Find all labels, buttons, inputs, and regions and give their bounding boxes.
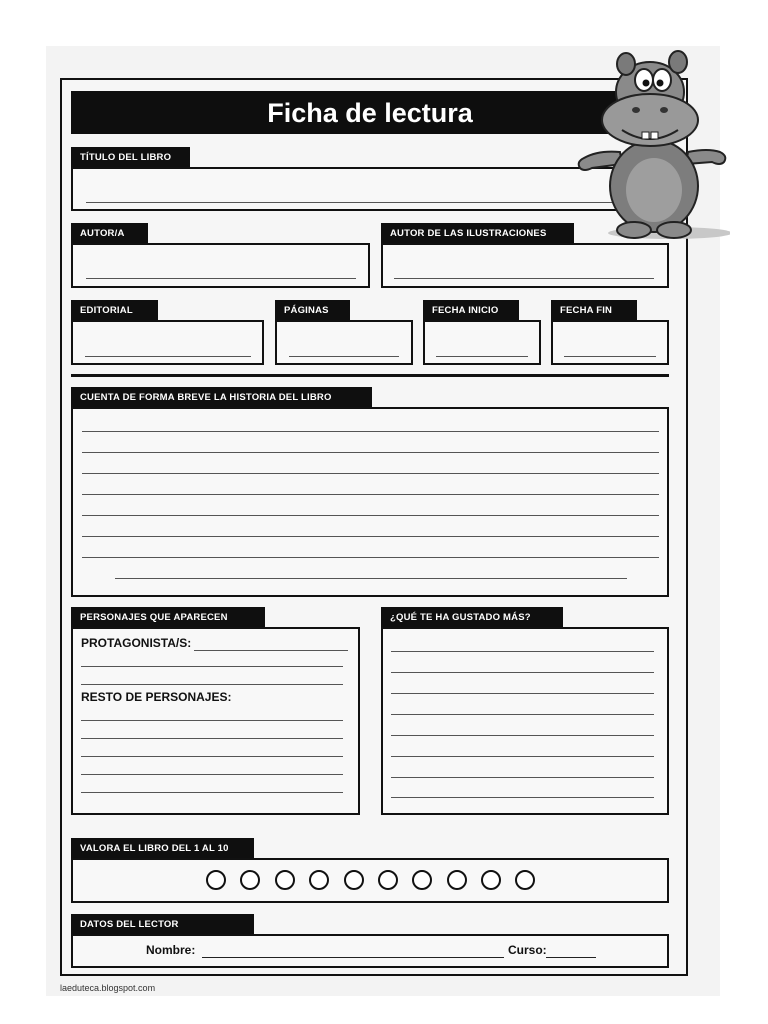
rating-circle-1[interactable] <box>206 870 226 890</box>
paginas-box[interactable] <box>275 320 413 365</box>
protagonista-label: PROTAGONISTA/S: <box>81 636 192 650</box>
historia-line <box>82 452 659 453</box>
curso-field[interactable] <box>546 957 596 958</box>
rating-circle-3[interactable] <box>275 870 295 890</box>
fecha-fin-line <box>564 356 656 357</box>
nombre-label: Nombre: <box>146 943 196 957</box>
autor-tab: AUTOR/A <box>71 223 148 244</box>
valora-tab: VALORA EL LIBRO DEL 1 AL 10 <box>71 838 254 859</box>
autor-box[interactable] <box>71 243 370 288</box>
protagonista-line <box>194 650 348 651</box>
gustado-line <box>391 651 654 652</box>
gustado-box[interactable] <box>381 627 669 815</box>
editorial-line <box>85 356 251 357</box>
page-title: Ficha de lectura <box>71 91 669 134</box>
rating-circle-8[interactable] <box>447 870 467 890</box>
rating-circle-4[interactable] <box>309 870 329 890</box>
ilustraciones-tab: AUTOR DE LAS ILUSTRACIONES <box>381 223 574 244</box>
rating-circle-10[interactable] <box>515 870 535 890</box>
fecha-fin-tab: FECHA FIN <box>551 300 637 321</box>
historia-line <box>82 494 659 495</box>
historia-line <box>82 431 659 432</box>
gustado-line <box>391 756 654 757</box>
titulo-tab: TÍTULO DEL LIBRO <box>71 147 190 168</box>
resto-line <box>81 756 343 757</box>
editorial-box[interactable] <box>71 320 264 365</box>
fecha-inicio-box[interactable] <box>423 320 541 365</box>
resto-personajes-label: RESTO DE PERSONAJES: <box>81 690 232 704</box>
historia-line <box>82 557 659 558</box>
paginas-tab: PÁGINAS <box>275 300 350 321</box>
rating-circle-2[interactable] <box>240 870 260 890</box>
rating-circle-9[interactable] <box>481 870 501 890</box>
resto-line <box>81 792 343 793</box>
historia-line <box>82 473 659 474</box>
datos-tab: DATOS DEL LECTOR <box>71 914 254 935</box>
rating-circle-6[interactable] <box>378 870 398 890</box>
fecha-inicio-tab: FECHA INICIO <box>423 300 519 321</box>
historia-box[interactable] <box>71 407 669 597</box>
protagonista-line <box>81 684 343 685</box>
personajes-box[interactable] <box>71 627 360 815</box>
gustado-line <box>391 735 654 736</box>
historia-line <box>82 515 659 516</box>
editorial-tab: EDITORIAL <box>71 300 158 321</box>
gustado-tab: ¿QUÉ TE HA GUSTADO MÁS? <box>381 607 563 628</box>
historia-tab: CUENTA DE FORMA BREVE LA HISTORIA DEL LIBRO <box>71 387 372 408</box>
resto-line <box>81 738 343 739</box>
hippo-mascot-icon <box>570 40 730 250</box>
nombre-field[interactable] <box>202 957 504 958</box>
rating-circle-7[interactable] <box>412 870 432 890</box>
historia-line <box>115 578 627 579</box>
fecha-inicio-line <box>436 356 528 357</box>
historia-line <box>82 536 659 537</box>
footer-source: laeduteca.blogspot.com <box>60 983 156 993</box>
resto-line <box>81 720 343 721</box>
gustado-line <box>391 672 654 673</box>
gustado-line <box>391 797 654 798</box>
gustado-line <box>391 777 654 778</box>
gustado-line <box>391 714 654 715</box>
curso-label: Curso: <box>508 943 547 957</box>
rating-circle-5[interactable] <box>344 870 364 890</box>
fecha-fin-box[interactable] <box>551 320 669 365</box>
personajes-tab: PERSONAJES QUE APARECEN <box>71 607 265 628</box>
ilustraciones-line <box>394 278 654 279</box>
valora-box <box>71 858 669 903</box>
protagonista-line <box>81 666 343 667</box>
autor-line <box>86 278 356 279</box>
gustado-line <box>391 693 654 694</box>
titulo-line <box>86 202 651 203</box>
section-divider <box>71 374 669 377</box>
resto-line <box>81 774 343 775</box>
paginas-line <box>289 356 399 357</box>
